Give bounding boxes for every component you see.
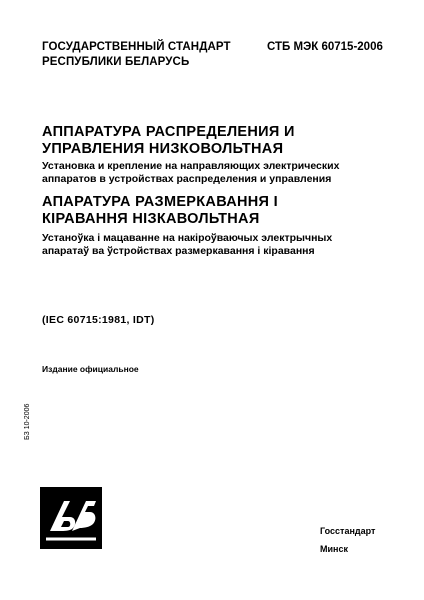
belarusian-subtitle-line-2: апаратаў ва ўстройствах размеркавання і кіравання xyxy=(42,245,315,257)
belarusian-title-line-1: АПАРАТУРА РАЗМЕРКАВАННЯ І xyxy=(42,194,278,210)
belarusian-title-line-2: КІРАВАННЯ НІЗКАВОЛЬТНАЯ xyxy=(42,211,260,227)
edition-label: Издание официальное xyxy=(42,364,139,374)
issuing-organization xyxy=(42,40,262,70)
russian-subtitle-line-2: аппаратов в устройствах распределения и управления xyxy=(42,173,332,185)
org-line-2: РЕСПУБЛИКИ БЕЛАРУСЬ xyxy=(42,56,190,68)
standard-designation: СТБ МЭК 60715-2006 xyxy=(267,41,383,53)
belarusian-subtitle xyxy=(42,232,402,258)
publisher-name: Госстандарт xyxy=(320,526,376,536)
belarusian-title xyxy=(42,194,402,228)
org-line-1: ГОСУДАРСТВЕННЫЙ СТАНДАРТ xyxy=(42,41,231,53)
belarusian-subtitle-line-1: Устаноўка і мацаванне на накіроўваючых электрычных xyxy=(42,232,333,244)
gosstandart-logo-icon xyxy=(40,487,102,549)
russian-title-line-2: УПРАВЛЕНИЯ НИЗКОВОЛЬТНАЯ xyxy=(42,141,284,157)
side-code: БЗ 10-2006 xyxy=(24,403,31,440)
russian-subtitle xyxy=(42,160,402,186)
russian-title-line-1: АППАРАТУРА РАСПРЕДЕЛЕНИЯ И xyxy=(42,124,295,140)
logo-graphic xyxy=(40,487,102,549)
publisher-city: Минск xyxy=(320,544,348,554)
russian-subtitle-line-1: Установка и крепление на направляющих электрических xyxy=(42,160,340,172)
russian-title xyxy=(42,124,402,158)
publisher xyxy=(320,522,375,558)
iec-reference: (IEC 60715:1981, IDT) xyxy=(42,314,155,326)
